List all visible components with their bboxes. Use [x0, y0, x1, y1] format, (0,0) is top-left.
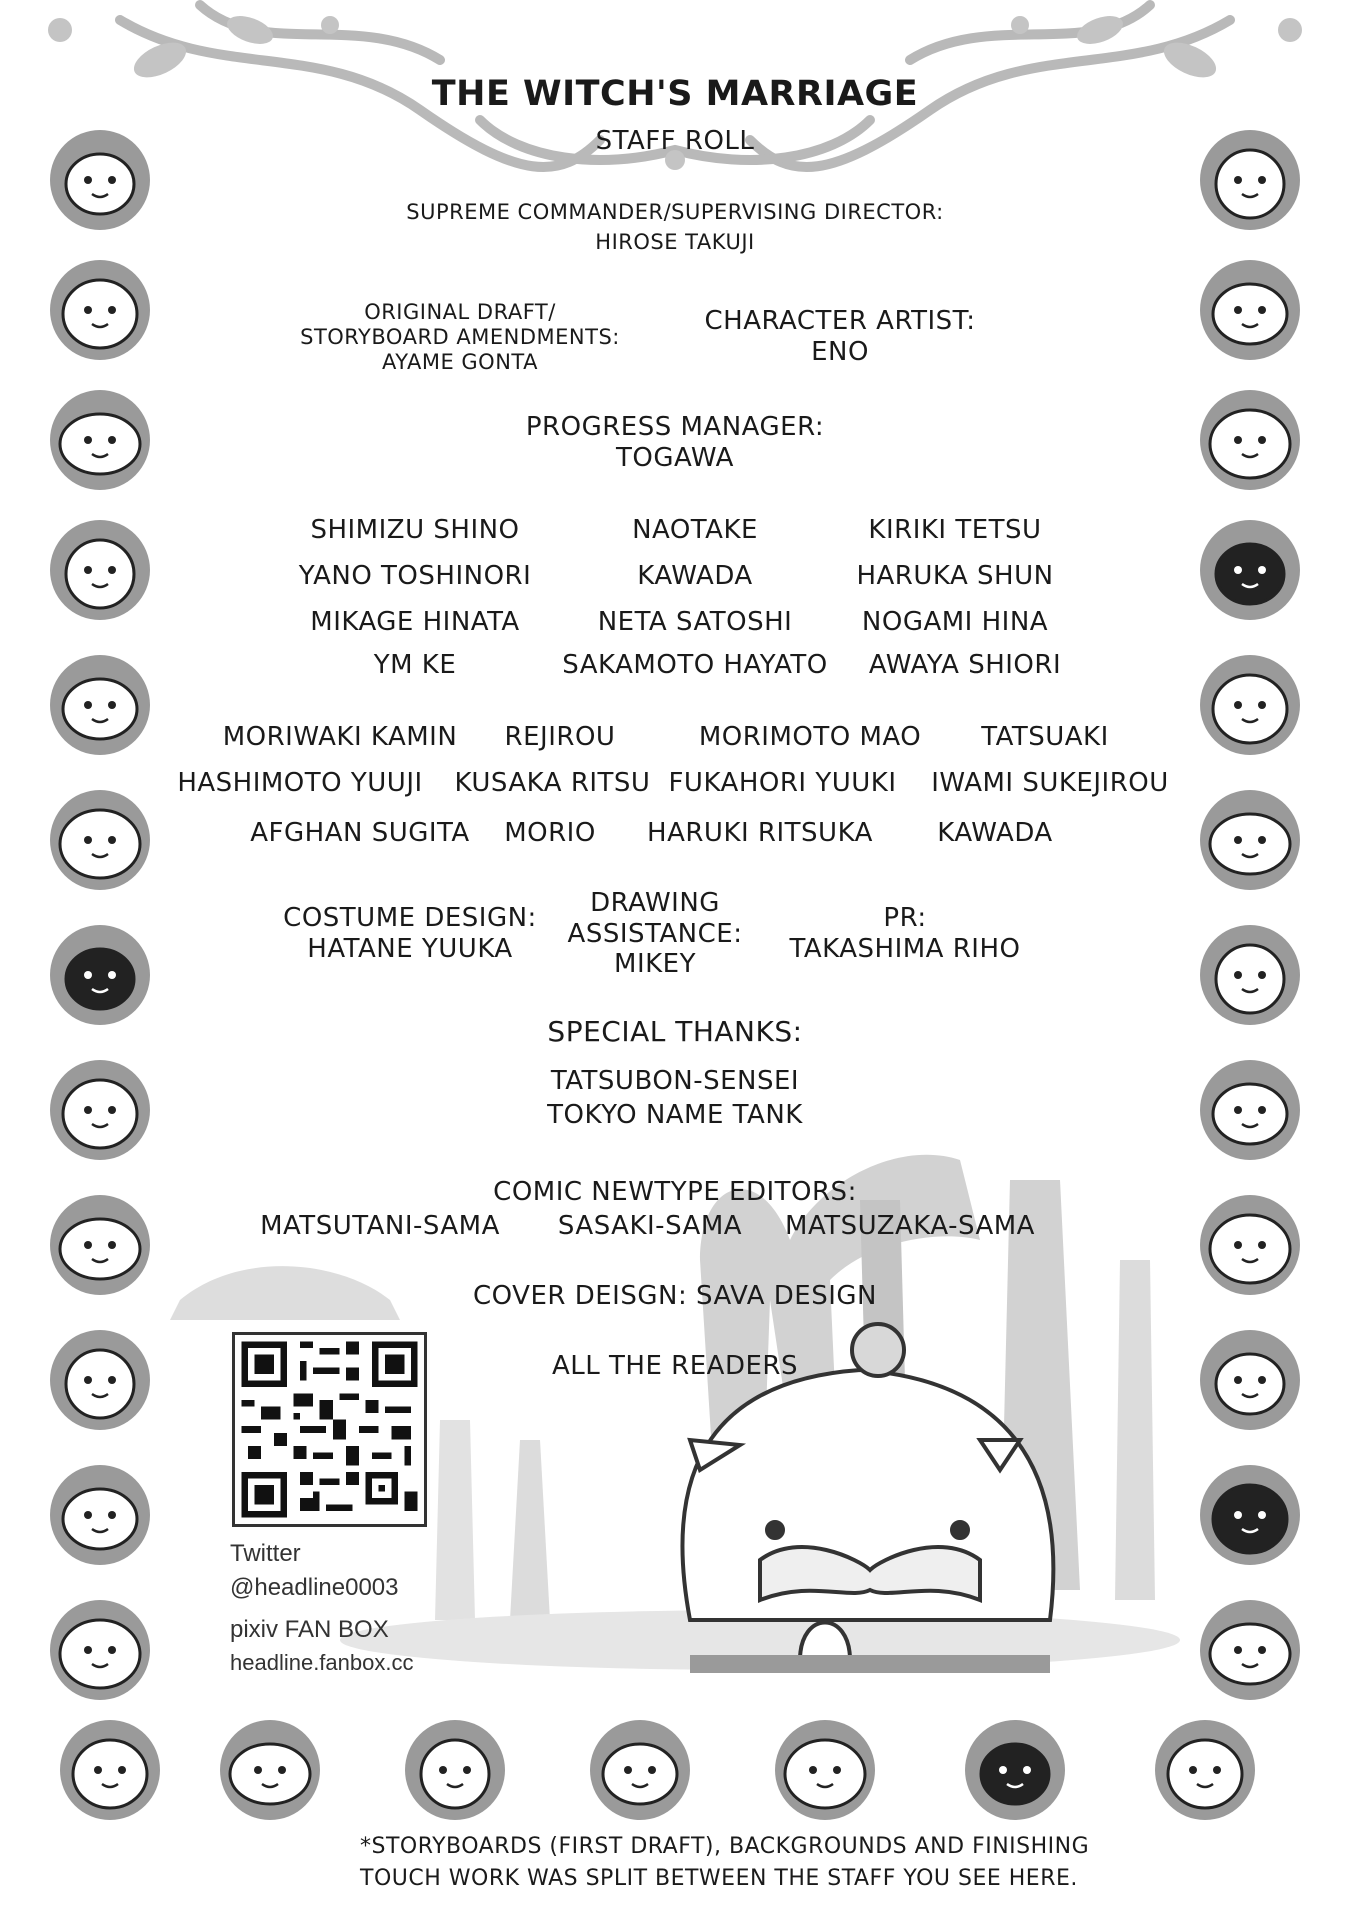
staff-name: NOGAMI HINA [861, 607, 1049, 637]
drawing-assist-block [560, 888, 750, 980]
drawing-assist-role-1: DRAWING [590, 888, 720, 918]
character-artist-role: CHARACTER ARTIST: [704, 306, 976, 336]
staff-name: MORIMOTO MAO [698, 722, 922, 752]
footnote-line-2: TOUCH WORK WAS SPLIT BETWEEN THE STAFF YOU SEE HERE. [360, 1866, 1078, 1891]
qr-code[interactable] [232, 1332, 427, 1527]
special-thanks-name: TATSUBON-SENSEI [550, 1066, 800, 1096]
staff-name: MORIWAKI KAMIN [222, 722, 458, 752]
staff-name: SHIMIZU SHINO [310, 515, 520, 545]
staff-name: TATSUAKI [981, 722, 1109, 752]
staff-name: KIRIKI TETSU [868, 515, 1042, 545]
readers-thanks: ALL THE READERS [552, 1351, 798, 1381]
staff-name: MORIO [504, 818, 596, 848]
costume-role: COSTUME DESIGN: [283, 903, 537, 933]
progress-manager-name: TOGAWA [616, 442, 734, 473]
staff-name: HASHIMOTO YUUJI [177, 768, 423, 798]
staff-name: FUKAHORI YUUKI [668, 768, 897, 798]
original-draft-block [265, 300, 655, 374]
character-artist-name: ENO [811, 336, 869, 367]
special-thanks-name: TOKYO NAME TANK [547, 1100, 803, 1130]
staff-name: REJIROU [504, 722, 616, 752]
cover-design: COVER DEISGN: SAVA DESIGN [473, 1281, 877, 1311]
original-draft-name: AYAME GONTA [382, 349, 538, 374]
twitter-handle[interactable]: @headline0003 [230, 1574, 399, 1601]
original-draft-role-1: ORIGINAL DRAFT/ [364, 300, 556, 324]
staff-name: HARUKI RITSUKA [647, 818, 873, 848]
staff-name: HARUKA SHUN [856, 561, 1054, 591]
special-thanks-heading: SPECIAL THANKS: [547, 1015, 803, 1048]
progress-manager-role: PROGRESS MANAGER: [525, 412, 825, 442]
fanbox-label: pixiv FAN BOX [230, 1616, 389, 1643]
twitter-label: Twitter [230, 1540, 301, 1567]
editor-name: MATSUZAKA-SAMA [785, 1211, 1035, 1241]
staff-name: KAWADA [937, 818, 1053, 848]
page-title: THE WITCH'S MARRIAGE [431, 74, 919, 114]
staff-name: KUSAKA RITSU [454, 768, 651, 798]
character-artist-block [680, 306, 1000, 367]
editor-name: MATSUTANI-SAMA [260, 1211, 500, 1241]
supervising-name: HIROSE TAKUJI [595, 230, 755, 254]
pr-name: TAKASHIMA RIHO [789, 933, 1021, 964]
staff-name: MIKAGE HINATA [310, 607, 520, 637]
drawing-assist-name: MIKEY [614, 949, 696, 980]
original-draft-role-2: STORYBOARD AMENDMENTS: [300, 324, 620, 349]
pr-block [770, 903, 1040, 964]
footnote-line-1: *STORYBOARDS (FIRST DRAFT), BACKGROUNDS AND FINISHING [360, 1834, 1090, 1859]
fanbox-url[interactable]: headline.fanbox.cc [230, 1650, 414, 1675]
pr-role: PR: [883, 903, 927, 933]
progress-manager-block [475, 412, 875, 473]
staff-name: NAOTAKE [632, 515, 758, 545]
staff-name: AFGHAN SUGITA [250, 818, 470, 848]
staff-name: YANO TOSHINORI [298, 561, 532, 591]
supervising-role: SUPREME COMMANDER/SUPERVISING DIRECTOR: [406, 200, 944, 224]
editors-heading: COMIC NEWTYPE EDITORS: [493, 1177, 857, 1207]
costume-block [270, 903, 550, 964]
staff-name: AWAYA SHIORI [868, 650, 1062, 680]
drawing-assist-role-2: ASSISTANCE: [567, 918, 743, 949]
staff-name: KAWADA [637, 561, 753, 591]
page-subtitle: STAFF ROLL [595, 126, 755, 156]
staff-name: NETA SATOSHI [597, 607, 793, 637]
staff-name: IWAMI SUKEJIROU [931, 768, 1169, 798]
staff-name: YM KE [373, 650, 457, 680]
editor-name: SASAKI-SAMA [557, 1211, 743, 1241]
costume-name: HATANE YUUKA [307, 933, 513, 964]
staff-name: SAKAMOTO HAYATO [562, 650, 828, 680]
